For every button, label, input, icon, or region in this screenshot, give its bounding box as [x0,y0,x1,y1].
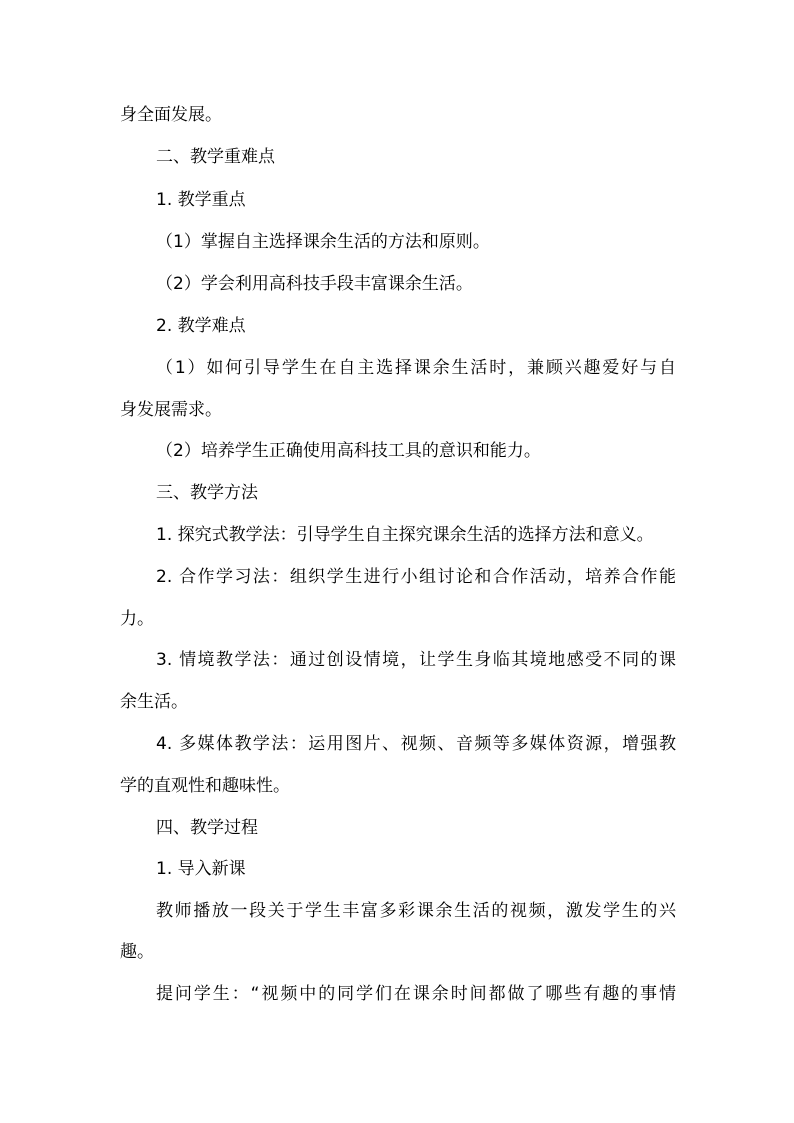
subheading-teaching-difficulty: 2. 教学难点 [156,316,246,336]
text-line-16: 4. 多媒体教学法：运用图片、视频、音频等多媒体资源，增强教 [156,734,676,754]
text-line-13: 力。 [120,609,154,629]
subheading-teaching-focus: 1. 教学重点 [156,190,246,210]
section-heading-teaching-methods: 三、教学方法 [156,483,258,503]
section-heading-teaching-process: 四、教学过程 [156,818,258,838]
text-line-11: 1. 探究式教学法：引导学生自主探究课余生活的选择方法和意义。 [156,525,654,545]
subheading-introduction: 1. 导入新课 [156,859,246,879]
text-line-1: 身全面发展。 [120,105,222,125]
text-line-22: 提问学生：“视频中的同学们在课余时间都做了哪些有趣的事情 [156,984,676,1004]
text-line-5: （2）学会利用高科技手段丰富课余生活。 [156,274,473,294]
section-heading-key-points: 二、教学重难点 [156,147,275,167]
text-line-12: 2. 合作学习法：组织学生进行小组讨论和合作活动，培养合作能 [156,567,676,587]
text-line-7: （1）如何引导学生在自主选择课余生活时，兼顾兴趣爱好与自 [156,358,676,378]
text-line-20: 教师播放一段关于学生丰富多彩课余生活的视频，激发学生的兴 [156,901,676,921]
text-line-21: 趣。 [120,942,154,962]
text-line-14: 3. 情境教学法：通过创设情境，让学生身临其境地感受不同的课 [156,650,676,670]
text-line-8: 身发展需求。 [120,400,222,420]
text-line-4: （1）掌握自主选择课余生活的方法和原则。 [156,232,490,252]
text-line-15: 余生活。 [120,692,188,712]
text-line-9: （2）培养学生正确使用高科技工具的意识和能力。 [156,441,541,461]
text-line-17: 学的直观性和趣味性。 [120,776,290,796]
